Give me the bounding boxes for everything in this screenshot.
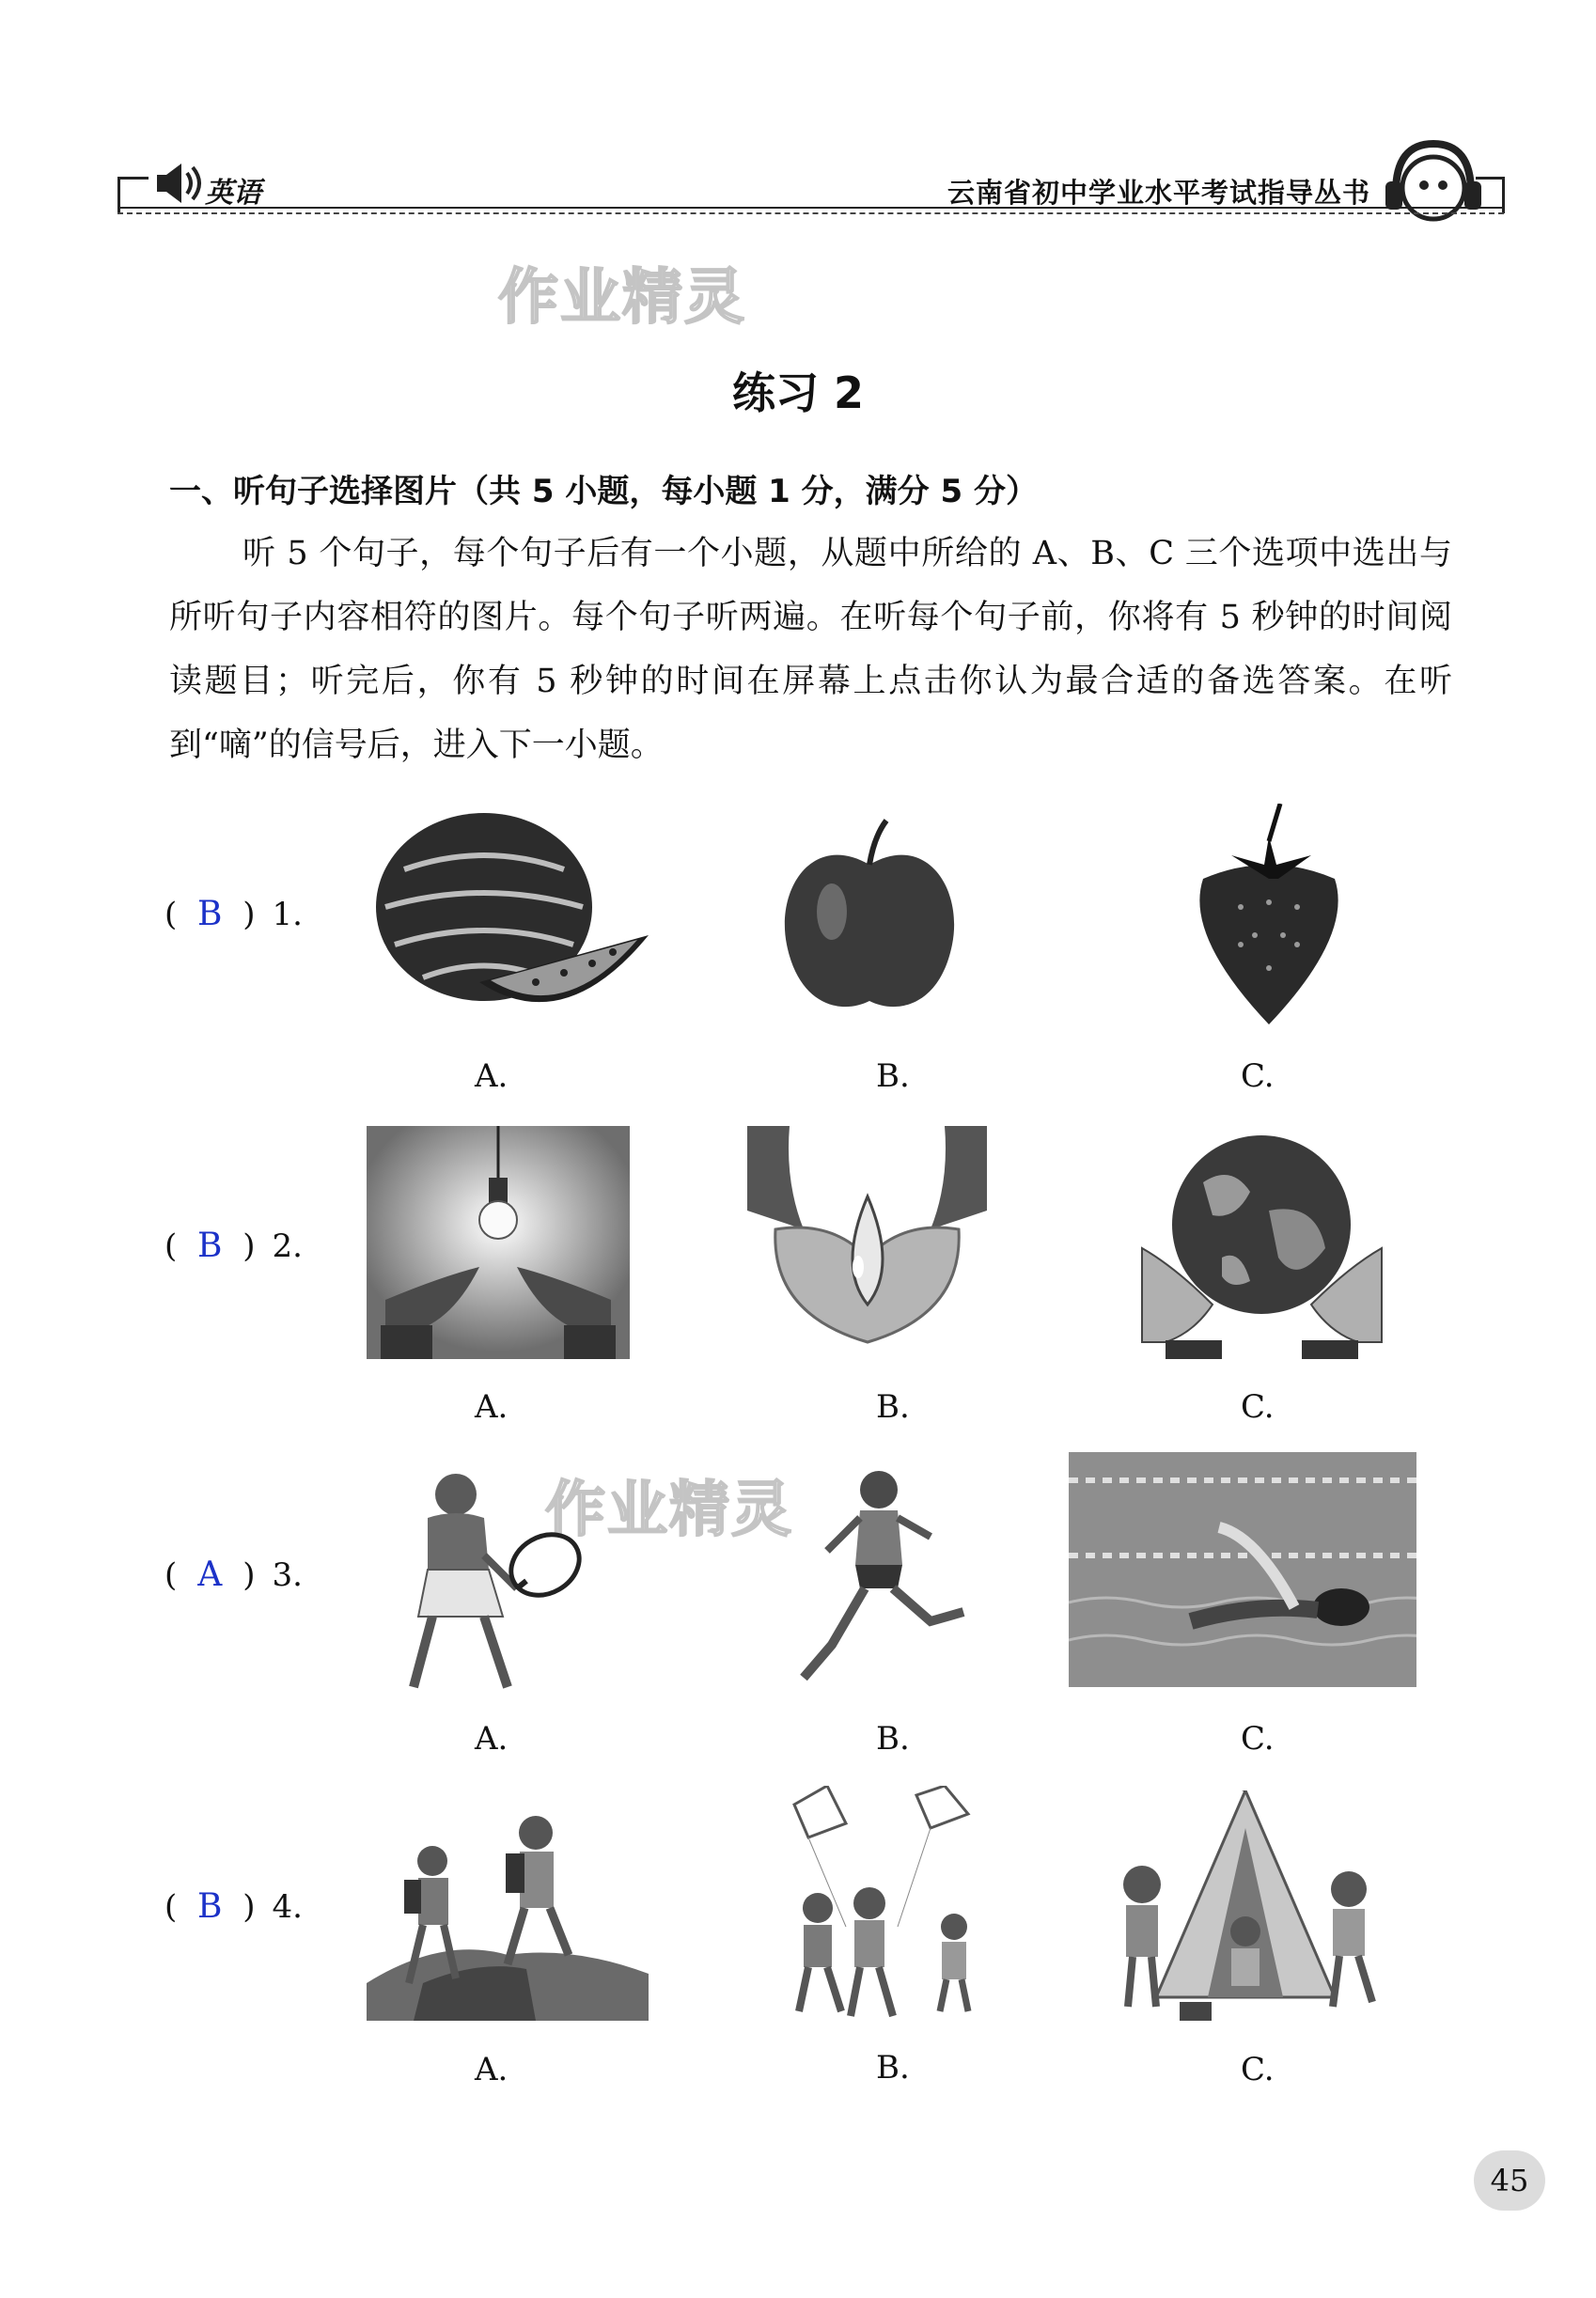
option-letter: B. [876, 1720, 910, 1758]
section-heading: 一、听句子选择图片（共 5 小题，每小题 1 分，满分 5 分） [169, 473, 1038, 510]
open-paren: ( [164, 896, 178, 933]
option-letter: A. [475, 1057, 509, 1095]
option-letter: A. [475, 1720, 509, 1758]
close-paren: ) [243, 1888, 256, 1926]
option-letter: C. [1241, 1057, 1275, 1095]
watermark: 作业精灵 [545, 1476, 793, 1545]
apple-icon[interactable] [775, 813, 963, 1020]
option-letter: C. [1241, 1388, 1275, 1426]
option-letter: C. [1241, 2051, 1275, 2088]
open-paren: ( [164, 1888, 178, 1926]
question-label [164, 895, 303, 933]
answer-mark: A [197, 1555, 223, 1594]
question-label [164, 1887, 303, 1926]
question-number: 4. [272, 1888, 303, 1926]
question-number: 1. [272, 896, 303, 933]
answer-mark: B [197, 1227, 223, 1265]
option-letter: B. [876, 1057, 910, 1095]
header-dashed-rule [117, 212, 1504, 214]
camping-tent-kids-icon[interactable] [1100, 1790, 1391, 2025]
question-number: 2. [272, 1227, 303, 1265]
page-number: 45 [1474, 2150, 1545, 2211]
option-letter: B. [876, 2049, 910, 2087]
strawberry-icon[interactable] [1175, 804, 1363, 1029]
header-subject: 英语 [205, 177, 261, 210]
hands-water-drop-icon[interactable] [747, 1126, 987, 1359]
close-paren: ) [243, 1227, 256, 1265]
header-rule [117, 207, 1504, 209]
hands-earth-icon[interactable] [1137, 1126, 1386, 1359]
watermark: 作业精灵 [498, 263, 746, 333]
runner-icon[interactable] [790, 1462, 978, 1692]
option-letter: C. [1241, 1720, 1275, 1758]
instructions-paragraph: 听 5 个句子，每个句子后有一个小题，从题中所给的 A、B、C 三个选项中选出与所听句子内容相符的图片。每个句子听两遍。在听每个句子前，你将有 5 秒钟的时间阅读题目；听完后，你有 5 秒钟的时间在屏幕上点击你认为最合适的备选答案。在听到“嘀”的信号后，进入下一小题。 [169, 535, 1452, 764]
close-paren: ) [243, 1556, 256, 1594]
option-letter: B. [876, 1388, 910, 1426]
swimmer-icon[interactable] [1069, 1452, 1416, 1687]
watermelon-icon[interactable] [367, 813, 658, 1024]
close-paren: ) [243, 896, 256, 933]
open-paren: ( [164, 1227, 178, 1265]
option-letter: A. [475, 2051, 509, 2088]
header-series-title: 云南省初中学业水平考试指导丛书 [947, 177, 1370, 209]
exercise-title: 练习 2 [731, 367, 865, 418]
option-letter: A. [475, 1388, 509, 1426]
answer-mark: B [197, 1887, 223, 1926]
question-label [164, 1227, 303, 1265]
question-number: 3. [272, 1556, 303, 1594]
tennis-player-icon[interactable] [376, 1466, 592, 1692]
question-label [164, 1555, 303, 1594]
hiking-kids-icon[interactable] [367, 1795, 649, 2021]
answer-mark: B [197, 895, 223, 933]
hands-lightbulb-icon[interactable] [367, 1126, 630, 1359]
open-paren: ( [164, 1556, 178, 1594]
kite-flying-kids-icon[interactable] [757, 1786, 1001, 2025]
